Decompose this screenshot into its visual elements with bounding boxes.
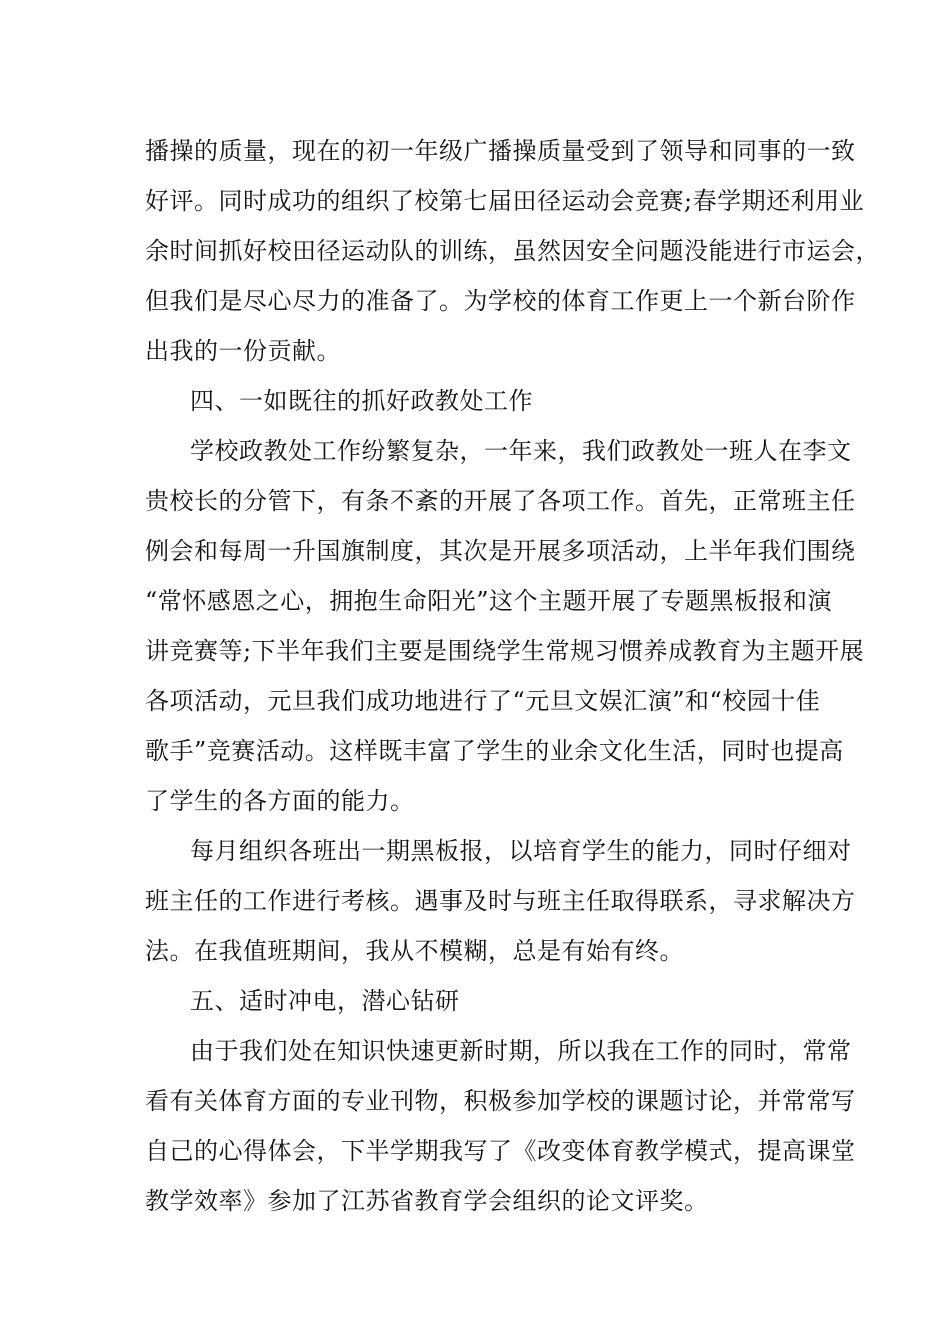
text-line: 学校政教处工作纷繁复杂，一年来，我们政教处一班人在李文 [190,437,852,465]
text-line: 法。在我值班期间，我从不模糊，总是有始有终。 [145,937,684,965]
section-heading: 五、适时冲电，潜心钻研 [190,987,460,1015]
text-line: 各项活动，元旦我们成功地进行了“元旦文娱汇演”和“校园十佳 [145,687,821,715]
text-line: 看有关体育方面的专业刊物，积极参加学校的课题讨论，并常常写 [145,1087,856,1115]
text-line: 班主任的工作进行考核。遇事及时与班主任取得联系，寻求解决方 [145,887,856,915]
text-line: 贵校长的分管下，有条不紊的开展了各项工作。首先，正常班主任 [145,487,856,515]
text-line: 由于我们处在知识快速更新时期，所以我在工作的同时，常常 [190,1037,852,1065]
text-line: 每月组织各班出一期黑板报，以培育学生的能力，同时仔细对 [190,837,852,865]
section-heading: 四、一如既往的抓好政教处工作 [190,387,533,415]
text-line: 自己的心得体会，下半学期我写了《改变体育教学模式，提高课堂 [145,1137,856,1165]
text-line: 教学效率》参加了江苏省教育学会组织的论文评奖。 [145,1187,709,1215]
text-line: 出我的一份贡献。 [145,337,341,365]
text-line: “常怀感恩之心，拥抱生命阳光”这个主题开展了专题黑板报和演 [145,587,833,615]
text-line: 但我们是尽心尽力的准备了。为学校的体育工作更上一个新台阶作 [145,287,856,315]
text-line: 例会和每周一升国旗制度，其次是开展多项活动，上半年我们围绕 [145,537,856,565]
text-line: 讲竞赛等;下半年我们主要是围绕学生常规习惯养成教育为主题开展 [145,637,865,665]
text-line: 余时间抓好校田径运动队的训练，虽然因安全问题没能进行市运会， [145,237,880,265]
text-line: 好评。同时成功的组织了校第七届田径运动会竞赛;春学期还利用业 [145,187,865,215]
text-line: 了学生的各方面的能力。 [145,787,415,815]
text-line: 播操的质量，现在的初一年级广播操质量受到了领导和同事的一致 [145,137,856,165]
text-line: 歌手”竞赛活动。这样既丰富了学生的业余文化生活，同时也提高 [145,737,844,765]
